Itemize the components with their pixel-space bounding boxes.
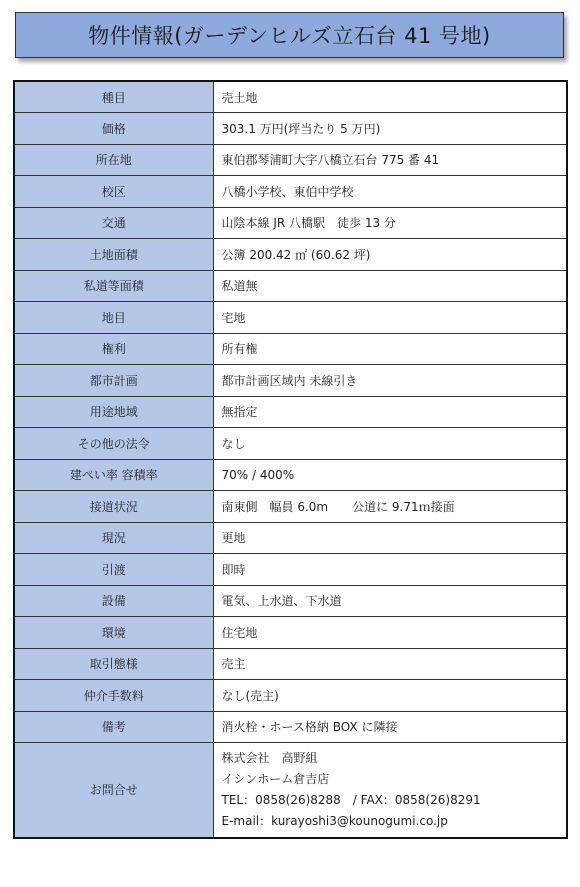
table-row: [14, 711, 567, 743]
row-value: 山陰本線 JR 八橋駅 徒歩 13 分: [213, 207, 567, 239]
title-banner: [15, 12, 564, 58]
row-label: 価格: [14, 113, 213, 145]
table-row: [14, 176, 567, 208]
row-value: 公簿 200.42 ㎡ (60.62 坪): [213, 239, 567, 271]
row-value: 更地: [213, 522, 567, 554]
row-value: 即時: [213, 554, 567, 586]
table-row: [14, 648, 567, 680]
contact-label: お問合せ: [14, 743, 213, 838]
table-row: [14, 396, 567, 428]
table-row: [14, 365, 567, 397]
row-value: 私道無: [213, 270, 567, 302]
table-row: [14, 459, 567, 491]
row-label: 引渡: [14, 554, 213, 586]
row-value: 70% / 400%: [213, 459, 567, 491]
branch-name: イシンホーム倉吉店: [221, 772, 330, 787]
table-row: [14, 585, 567, 617]
row-value: なし(売主): [213, 680, 567, 712]
row-label: 現況: [14, 522, 213, 554]
company-name: 株式会社 高野組: [221, 751, 318, 766]
row-label: 建ぺい率 容積率: [14, 459, 213, 491]
table-row: [14, 428, 567, 460]
row-label: 校区: [14, 176, 213, 208]
table-row: [14, 239, 567, 271]
row-label: 所在地: [14, 144, 213, 176]
table-row: [14, 491, 567, 523]
row-value: なし: [213, 428, 567, 460]
row-value: 電気、上水道、下水道: [213, 585, 567, 617]
table-row: [14, 302, 567, 334]
table-row: [14, 522, 567, 554]
row-label: 都市計画: [14, 365, 213, 397]
row-value: 八橋小学校、東伯中学校: [213, 176, 567, 208]
table-row: [14, 333, 567, 365]
row-label: 接道状況: [14, 491, 213, 523]
table-row: [14, 113, 567, 145]
row-value: 所有権: [213, 333, 567, 365]
row-value: 南東側 幅員 6.0m 公道に 9.71ｍ接面: [213, 491, 567, 523]
table-row: [14, 81, 567, 113]
row-value: 宅地: [213, 302, 567, 334]
row-label: その他の法令: [14, 428, 213, 460]
row-label: 備考: [14, 711, 213, 743]
contact-details: [213, 743, 567, 838]
row-label: 私道等面積: [14, 270, 213, 302]
table-row: [14, 617, 567, 649]
table-row: [14, 270, 567, 302]
table-row: [14, 144, 567, 176]
row-label: 仲介手数料: [14, 680, 213, 712]
row-label: 地目: [14, 302, 213, 334]
row-label: 種目: [14, 81, 213, 113]
table-row: [14, 554, 567, 586]
property-info-table: [13, 80, 568, 839]
row-value: 都市計画区域内 未線引き: [213, 365, 567, 397]
table-row: [14, 207, 567, 239]
row-value: 303.1 万円(坪当たり 5 万円): [213, 113, 567, 145]
row-label: 交通: [14, 207, 213, 239]
row-value: 東伯郡琴浦町大字八橋立石台 775 番 41: [213, 144, 567, 176]
row-value: 無指定: [213, 396, 567, 428]
phone-fax: TEL：0858(26)8288 / FAX：0858(26)8291: [221, 793, 481, 808]
contact-row: [14, 743, 567, 838]
row-label: 権利: [14, 333, 213, 365]
page-title: 物件情報(ガーデンヒルズ立石台 41 号地): [88, 24, 491, 48]
email-address: E-mail：kurayoshi3@kounogumi.co.jp: [221, 814, 448, 829]
row-value: 消火栓・ホース格納 BOX に隣接: [213, 711, 567, 743]
row-label: 取引態様: [14, 648, 213, 680]
row-label: 土地面積: [14, 239, 213, 271]
row-value: 売主: [213, 648, 567, 680]
row-value: 住宅地: [213, 617, 567, 649]
row-label: 環境: [14, 617, 213, 649]
table-row: [14, 680, 567, 712]
row-label: 設備: [14, 585, 213, 617]
row-label: 用途地域: [14, 396, 213, 428]
row-value: 売土地: [213, 81, 567, 113]
